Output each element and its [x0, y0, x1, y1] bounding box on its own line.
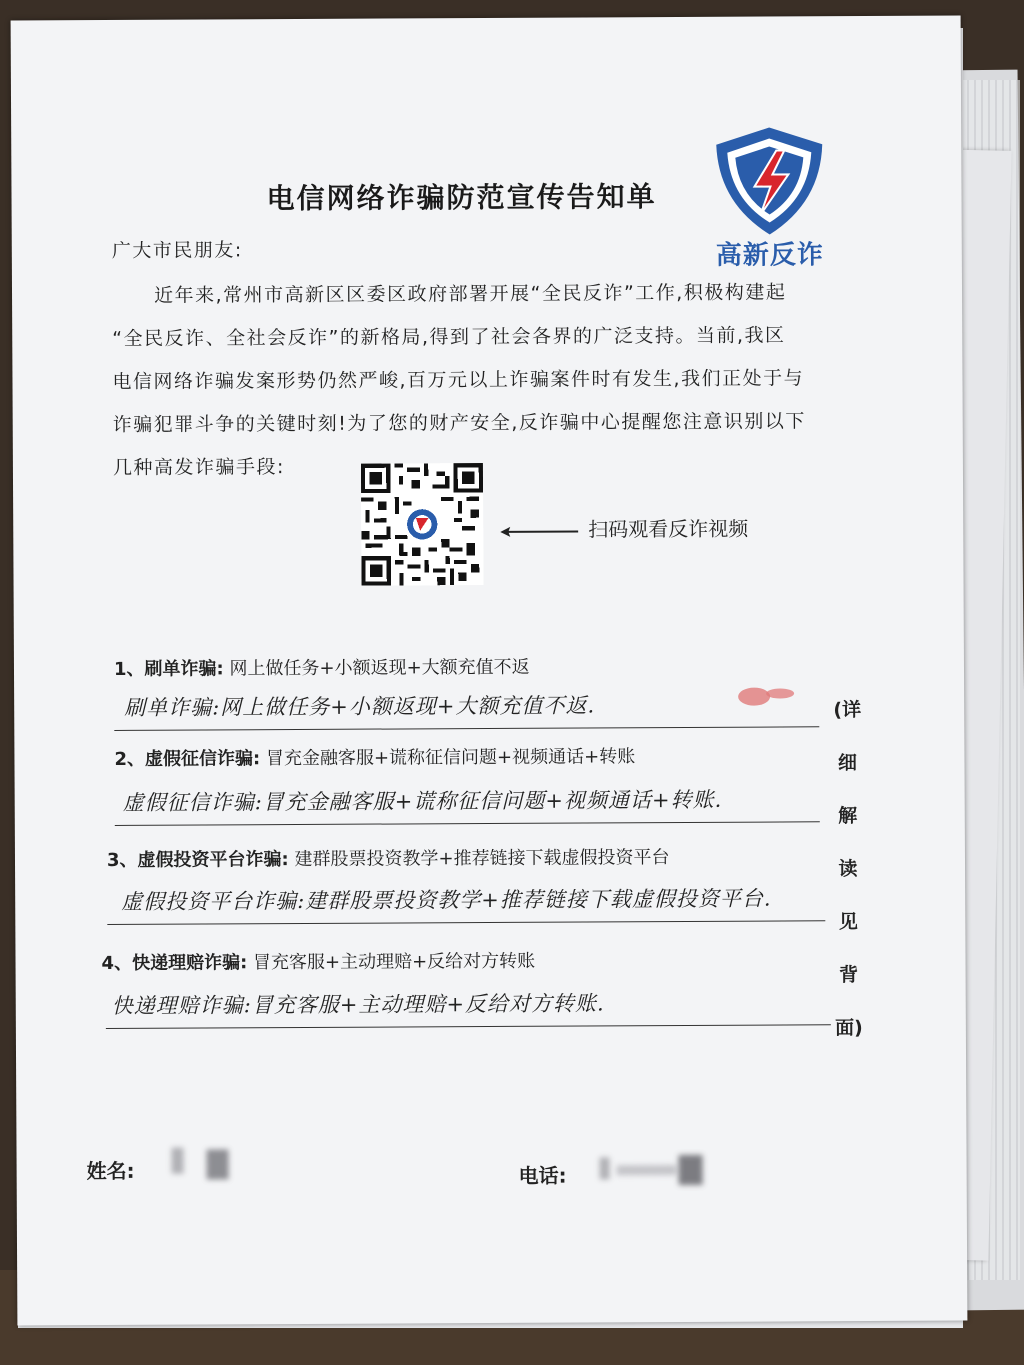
item-2-underline	[115, 821, 820, 826]
item-3-underline	[107, 920, 825, 925]
phone-label: 电话:	[518, 1163, 567, 1188]
side-note-char: 细	[837, 752, 858, 775]
item-4	[101, 947, 535, 975]
item-1-underline	[114, 726, 819, 731]
qr-caption: 扫码观看反诈视频	[588, 516, 749, 542]
qr-code-icon	[361, 463, 484, 586]
intro-line-5: 几种高发诈骗手段:	[112, 456, 285, 479]
phone-redaction	[617, 1165, 677, 1175]
side-note-char: 见	[838, 911, 858, 934]
item-1-handwritten: 刷单诈骗:网上做任务+小额返现+大额充值不返.	[124, 693, 596, 720]
intro-line-1: 近年来,常州市高新区区委区政府部署开展“全民反诈”工作,积极构建起	[153, 281, 787, 307]
name-redaction	[171, 1148, 183, 1174]
notice-sheet	[11, 16, 968, 1326]
logo	[704, 122, 835, 283]
item-2	[114, 742, 635, 771]
item-1-label: 1、刷单诈骗:	[113, 658, 224, 680]
side-note-char: 背	[839, 964, 859, 987]
greeting: 广大市民朋友:	[111, 239, 243, 262]
item-3	[107, 843, 670, 872]
item-2-desc: 冒充金融客服+谎称征信问题+视频通话+转账	[265, 746, 636, 770]
shield-bolt-icon	[704, 122, 835, 243]
intro-line-4: 诈骗犯罪斗争的关键时刻!为了您的财产安全,反诈骗中心提醒您注意识别以下	[112, 410, 806, 436]
item-4-label: 4、快递理赔诈骗:	[101, 952, 248, 975]
intro-line-2: “全民反诈、全社会反诈”的新格局,得到了社会各界的广泛支持。当前,我区	[112, 324, 786, 350]
logo-text: 高新反诈	[715, 240, 824, 271]
page-title: 电信网络诈骗防范宣传告知单	[266, 180, 657, 216]
item-4-desc: 冒充客服+主动理赔+反给对方转账	[252, 950, 536, 974]
item-2-handwritten: 虚假征信诈骗:冒充金融客服+谎称征信问题+视频通话+转账.	[122, 787, 723, 815]
left-arrow-icon	[500, 526, 578, 538]
name-redaction	[207, 1149, 229, 1179]
side-note-char: (详	[833, 699, 862, 722]
item-2-label: 2、虚假征信诈骗:	[114, 748, 261, 770]
item-3-handwritten: 虚假投资平台诈骗:建群股票投资教学+推荐链接下载虚假投资平台.	[121, 886, 772, 914]
phone-redaction	[679, 1155, 703, 1185]
side-note-char: 面)	[834, 1017, 863, 1040]
qr-code[interactable]	[361, 463, 484, 586]
item-4-handwritten: 快递理赔诈骗:冒充客服+主动理赔+反给对方转账.	[111, 991, 605, 1018]
item-1	[114, 653, 530, 681]
item-3-desc: 建群股票投资教学+推荐链接下载虚假投资平台	[294, 847, 670, 871]
phone-redaction	[600, 1157, 610, 1179]
side-note	[832, 684, 864, 1055]
item-3-label: 3、虚假投资平台诈骗:	[106, 849, 289, 872]
name-label: 姓名:	[86, 1158, 135, 1184]
item-1-desc: 网上做任务+小额返现+大额充值不返	[229, 656, 530, 680]
item-4-underline	[106, 1024, 831, 1029]
pointing-hand-icon	[736, 684, 796, 706]
side-note-char: 解	[838, 805, 858, 828]
intro-line-3: 电信网络诈骗发案形势仍然严峻,百万元以上诈骗案件时有发生,我们正处于与	[112, 367, 805, 393]
fingerprint-smudge	[736, 684, 796, 706]
side-note-char: 读	[838, 858, 858, 881]
